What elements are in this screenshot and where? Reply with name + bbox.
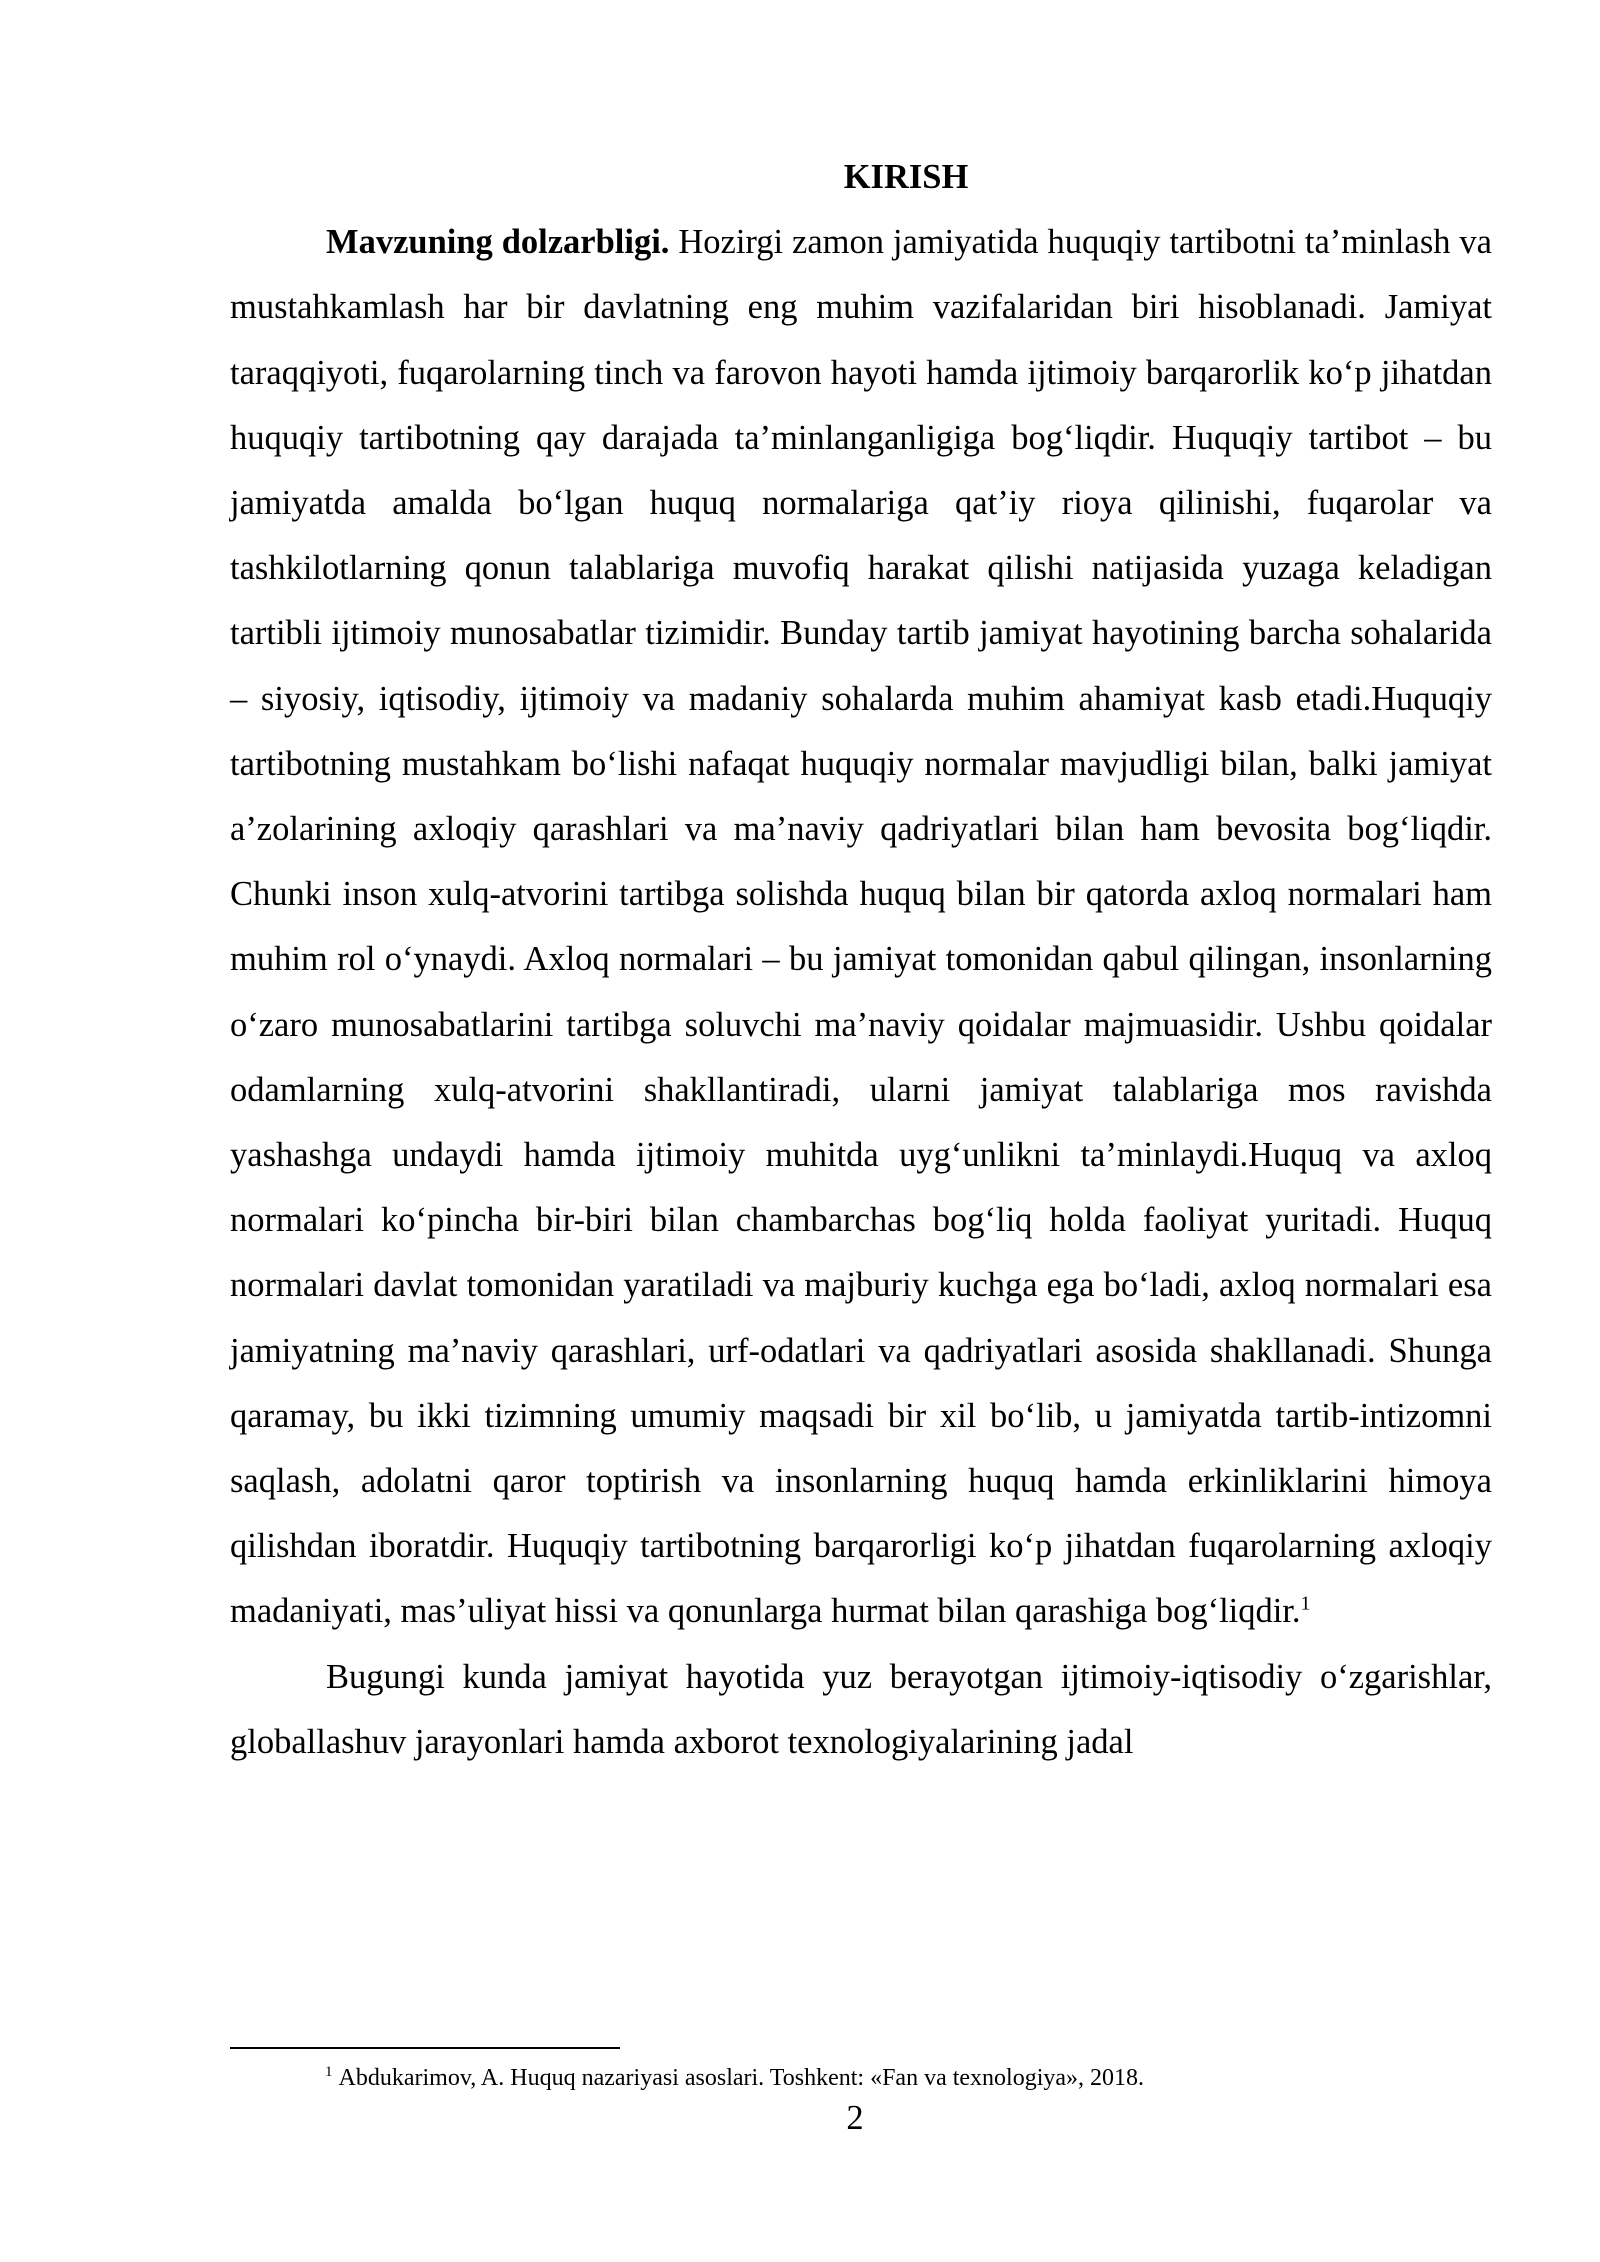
footnote-separator [230,2047,620,2049]
paragraph-today [230,1645,1492,1775]
footnote-number: 1 [325,2064,333,2080]
section-heading: KIRISH [843,158,969,196]
footnote [325,2063,1495,2093]
paragraph-text: Bugungi kunda jamiyat hayotida yuz berayotgan ijtimoiy-iqtisodiy o‘zgarishlar, globallashuv jarayonlari hamda axborot texnologiyalarining jadal [230,1657,1492,1761]
footnote-reference[interactable]: 1 [1300,1592,1311,1615]
page-number: 2 [846,2099,864,2137]
paragraph-text: Hozirgi zamon jamiyatida huquqiy tartibotni ta’minlash va mustahkamlash har bir davlatning eng muhim vazifalaridan biri hisoblanadi. Jamiyat taraqqiyoti, fuqarolarning tinch va farovon hayoti hamda ijtimoiy barqarorlik ko‘p jihatdan huquqiy tartibotning qay darajada ta’minlanganligiga bog‘liqdir. Huquqiy tartibot – bu jamiyatda amalda bo‘lgan huquq normalariga qat’iy rioya qilinishi, fuqarolar va tashkilotlarning qonun talablariga muvofiq harakat qilishi natijasida yuzaga keladigan tartibli ijtimoiy munosabatlar tizimidir. Bunday tartib jamiyat hayotining barcha sohalarida – siyosiy, iqtisodiy, ijtimoiy va madaniy sohalarda muhim ahamiyat kasb etadi.Huquqiy tartibotning mustahkam bo‘lishi nafaqat huquqiy normalar mavjudligi bilan, balki jamiyat a’zolarining axloqiy qarashlari va ma’naviy qadriyatlari bilan ham bevosita bog‘liqdir. Chunki inson xulq-atvorini tartibga solishda huquq bilan bir qatorda axloq normalari ham muhim rol o‘ynaydi. Axloq normalari – bu jamiyat tomonidan qabul qilingan, insonlarning o‘zaro munosabatlarini tartibga soluvchi ma’naviy qoidalar majmuasidir. Ushbu qoidalar odamlarning xulq-atvorini shakllantiradi, ularni jamiyat talablariga mos ravishda yashashga undaydi hamda ijtimoiy muhitda uyg‘unlikni ta’minlaydi.Huquq va axloq normalari ko‘pincha bir-biri bilan chambarchas bog‘liq holda faoliyat yuritadi. Huquq normalari davlat tomonidan yaratiladi va majburiy kuchga ega bo‘ladi, axloq normalari esa jamiyatning ma’naviy qarashlari, urf-odatlari va qadriyatlari asosida shakllanadi. Shunga qaramay, bu ikki tizimning umumiy maqsadi bir xil bo‘lib, u jamiyatda tartib-intizomni saqlash, adolatni qaror toptirish va insonlarning huquq hamda erkinliklarini himoya qilishdan iboratdir. Huquqiy tartibotning barqarorligi ko‘p jihatdan fuqarolarning axloqiy madaniyati, mas’uliyat hissi va qonunlarga hurmat bilan qarashiga bog‘liqdir. [230,223,1492,1631]
paragraph-lead: Mavzuning dolzarbligi. [326,223,670,262]
body-text [230,145,1492,1775]
paragraph-relevance [230,210,1492,1644]
footnote-text: Abdukarimov, A. Huquq nazariyasi asoslari. Toshkent: «Fan va texnologiya», 2018. [338,2065,1145,2091]
